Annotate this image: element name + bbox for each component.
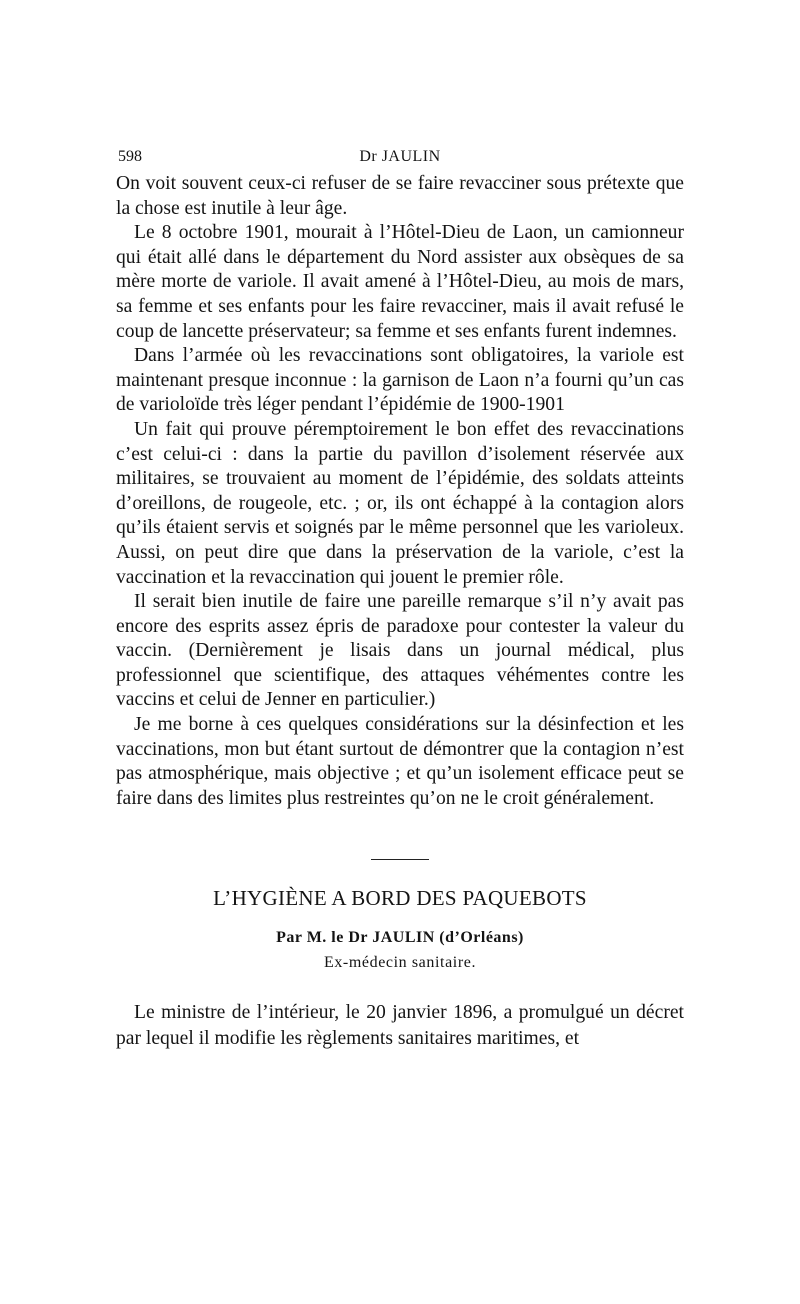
author-role: Ex-médecin sanitaire. xyxy=(323,954,477,972)
paragraph: Il serait bien inutile de faire une pareille remarque s’il n’y avait pas encore des esprits assez épris de paradoxe pour contester la valeur du vaccin. (Dernièrement je lisais dans un journal médical, plus professionnel que scientifique, des attaques véhémentes contre les vaccins et celui de Jenner en particulier.) xyxy=(116,591,684,711)
page-number: 598 xyxy=(118,148,142,165)
running-head-author: Dr JAULIN xyxy=(359,148,441,165)
running-head xyxy=(116,146,684,168)
section-divider xyxy=(371,859,429,860)
page xyxy=(116,146,684,1052)
paragraph: Je me borne à ces quelques considérations sur la désinfection et les vaccinations, mon but étant surtout de démontrer que la contagion n’est pas atmosphérique, mais objective ; et qu’un isolement efficace peut se faire dans des limites plus restreintes qu’on ne le croit généralement. xyxy=(116,714,684,809)
paragraph: Dans l’armée où les revaccinations sont obligatoires, la variole est maintenant presque inconnue : la garnison de Laon n’a fourni qu’un cas de varioloïde très léger pendant l’épidémie de 1900-1901 xyxy=(116,345,684,416)
byline: Par M. le Dr JAULIN (d’Orléans) xyxy=(276,929,524,947)
body-text xyxy=(116,172,684,811)
paragraph: Le 8 octobre 1901, mourait à l’Hôtel-Dieu de Laon, un camionneur qui était allé dans le département du Nord assister aux obsèques de sa mère morte de variole. Il avait amené à l’Hôtel-Dieu, au mois de mars, sa femme et ses enfants pour les faire revacciner, mais il avait refusé le coup de lancette préservateur; sa femme et ses enfants furent indemnes. xyxy=(116,222,684,342)
paragraph: Le ministre de l’intérieur, le 20 janvier 1896, a promulgué un décret par lequel il modifie les règlements sanitaires maritimes, et xyxy=(116,1002,684,1050)
paragraph: Un fait qui prouve péremptoirement le bon effet des revaccinations c’est celui-ci : dans la partie du pavillon d’isolement réservée aux militaires, se trouvaient au moment de l’épidémie, des soldats atteints d’oreillons, de rougeole, etc. ; or, ils ont échappé à la contagion alors qu’ils étaient servis et soignés par le même personnel que les varioleux. Aussi, on peut dire que dans la préservation de la variole, c’est la vaccination et la revaccination qui jouent le premier rôle. xyxy=(116,418,684,588)
section-intro xyxy=(116,1000,684,1052)
section-title: L’HYGIÈNE A BORD DES PAQUEBOTS xyxy=(213,886,587,911)
paragraph: On voit souvent ceux-ci refuser de se faire revacciner sous prétexte que la chose est inutile à leur âge. xyxy=(116,173,684,219)
